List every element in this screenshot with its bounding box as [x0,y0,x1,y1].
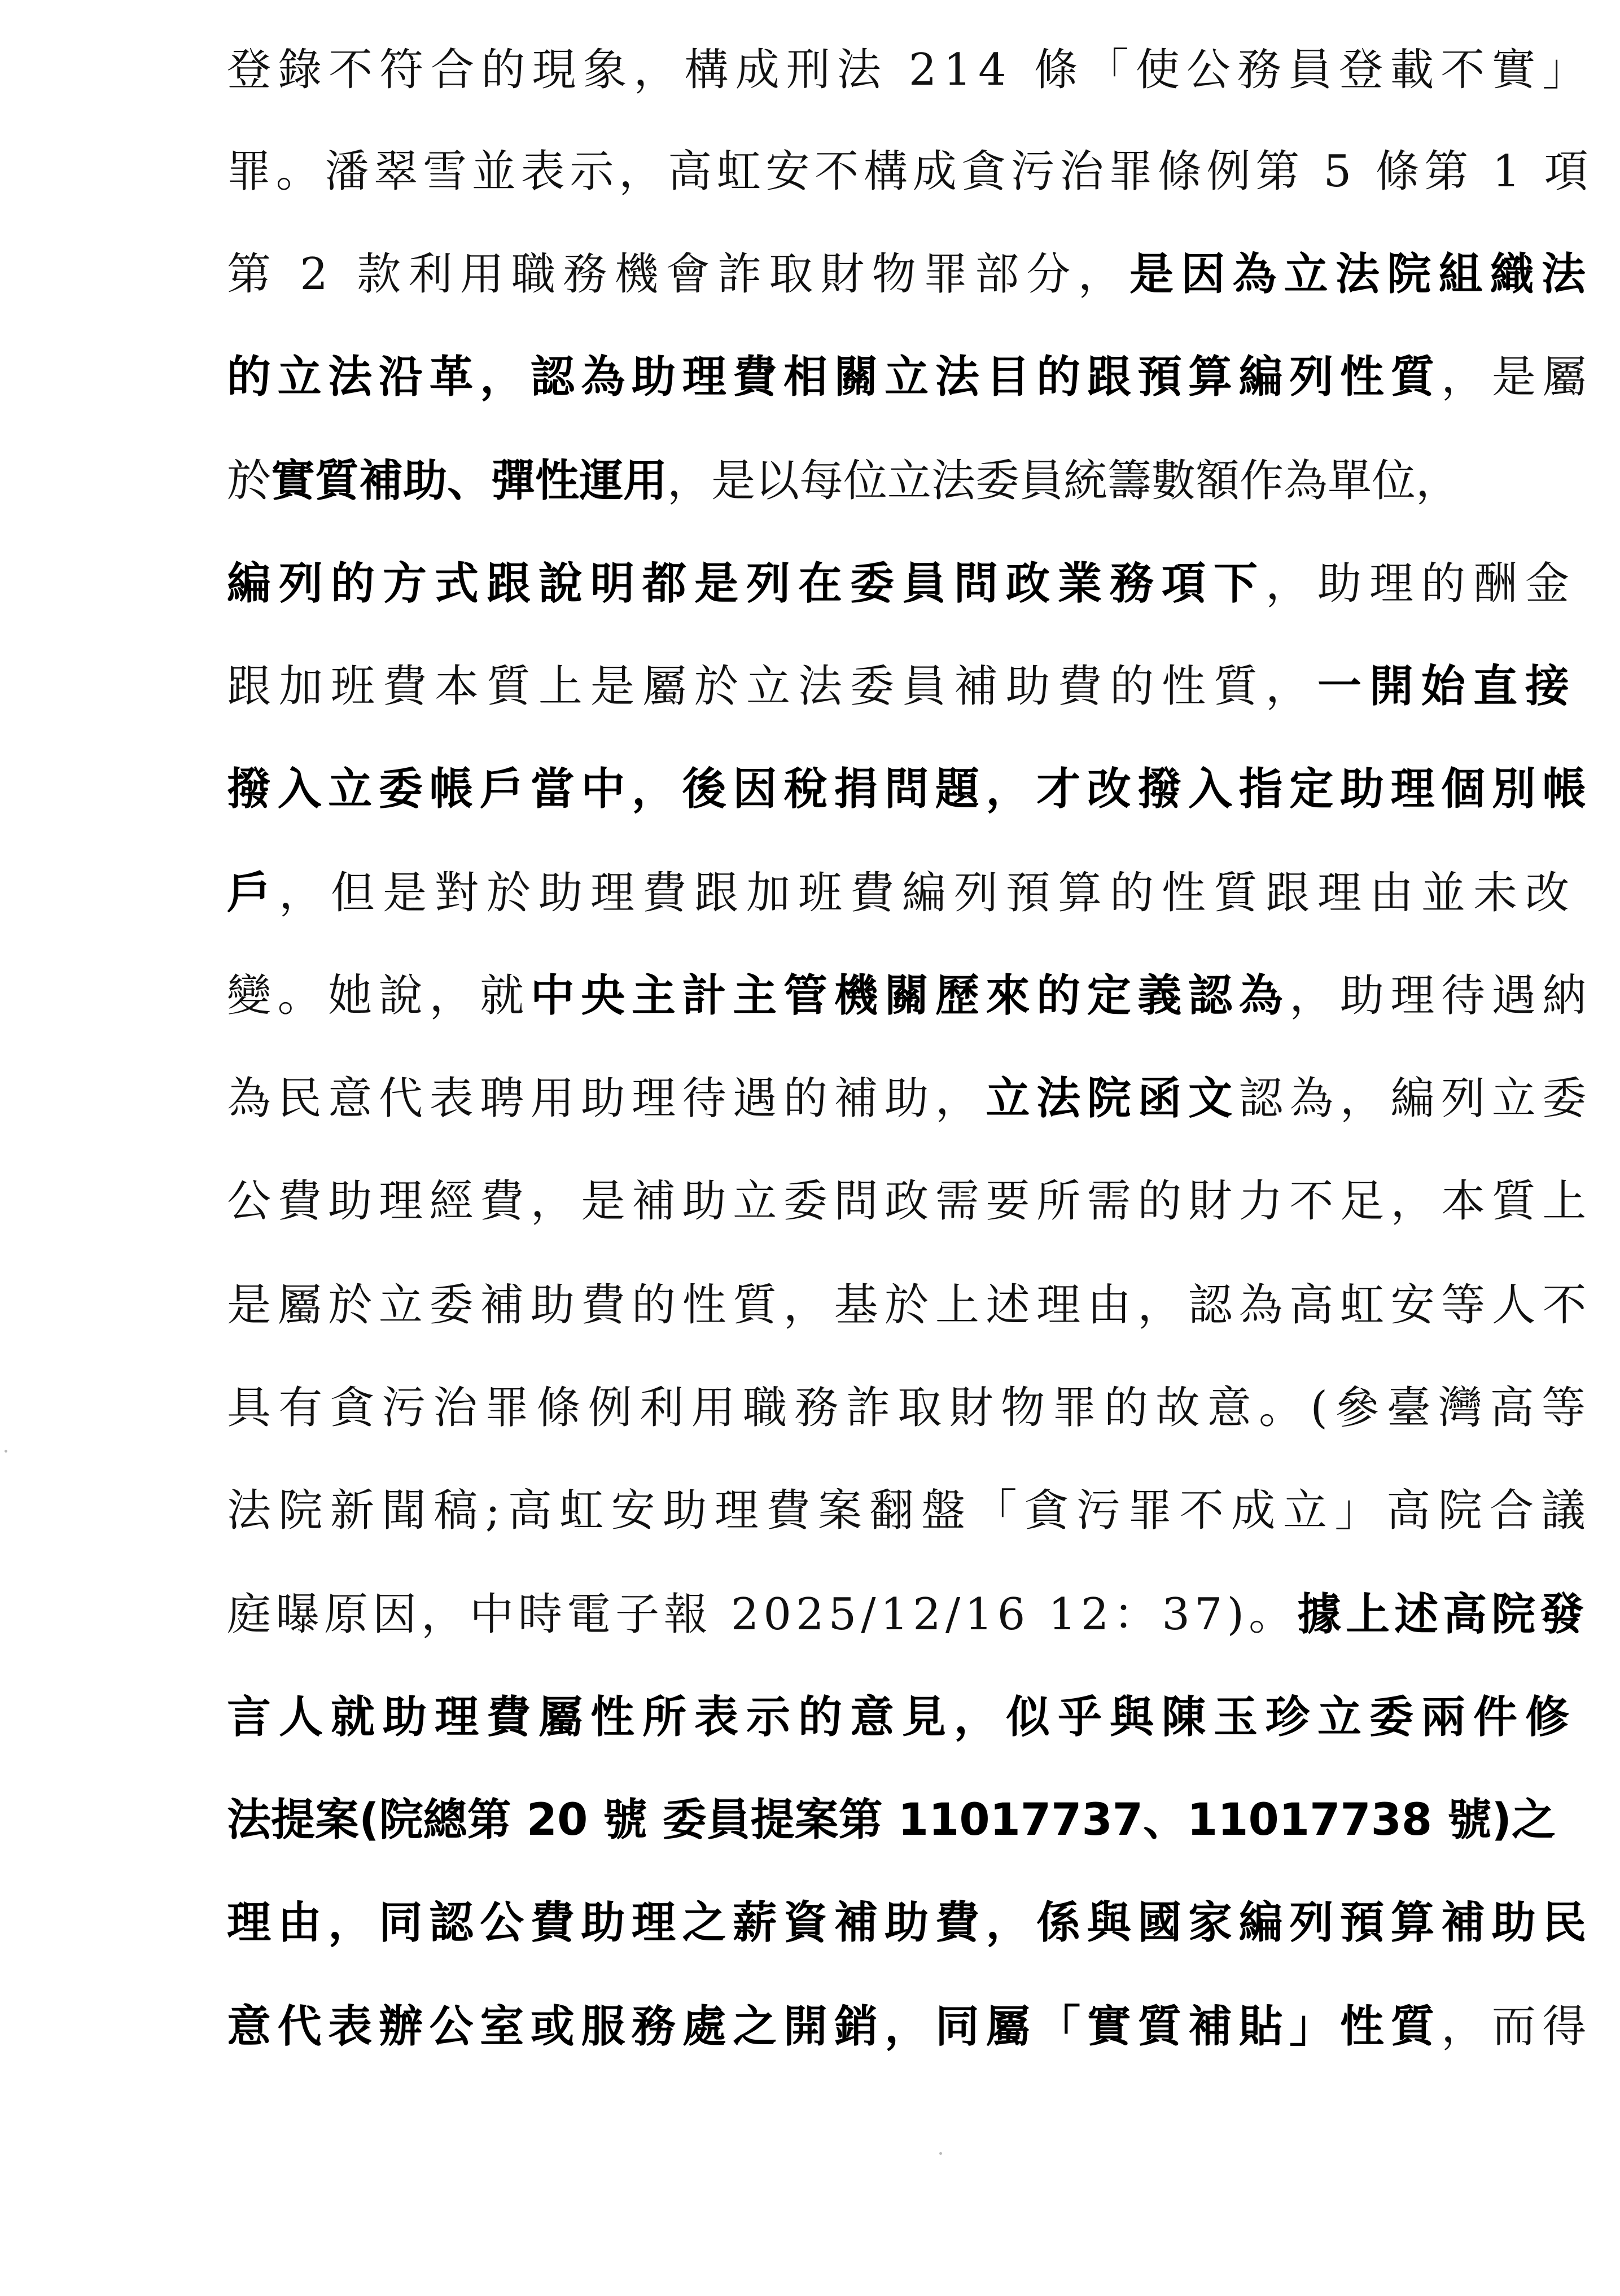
text-line [227,121,1593,222]
emphasized-text: 中央主計主管機關歷來的定義認為 [530,970,1290,1021]
text-segment: 變。她說，就 [227,970,531,1021]
text-segment: 認為，編列立委 [1238,1073,1593,1124]
text-line [227,636,1577,737]
emphasized-text: 實質補助、彈性運用 [271,456,668,506]
text-segment: ，是屬 [1441,352,1593,403]
text-segment: 庭曝原因，中時電子報 2025/12/16 12：37)。 [227,1589,1298,1640]
text-line [227,1872,1593,1974]
emphasized-text: 一開始直接 [1317,661,1578,712]
text-line [227,1667,1577,1768]
scan-speck [939,2152,942,2155]
text-line [227,1151,1593,1252]
text-segment: 具有貪污治罪條例利用職務詐取財物罪的故意。(參臺灣高等 [227,1383,1593,1433]
emphasized-text: 法提案(院總第 20 號 委員提案第 11017737、11017738 號)之 [227,1795,1556,1845]
emphasized-text: 戶 [227,868,279,919]
emphasized-text: 的立法沿革，認為助理費相關立法目的跟預算編列性質 [227,352,1442,403]
text-line [227,1460,1593,1562]
text-segment: 第 2 款利用職務機會詐取財物罪部分， [227,249,1129,300]
text-line [227,1048,1593,1149]
text-line [227,19,1593,121]
text-line [227,1769,1556,1871]
emphasized-text: 據上述高院發 [1297,1589,1589,1640]
text-segment: 登錄不符合的現象，構成刑法 214 條「使公務員登載不實」 [227,45,1593,95]
text-line [227,326,1593,428]
text-segment: ，助理待遇納 [1289,970,1593,1021]
text-segment: 於 [227,456,272,506]
text-line [227,1254,1593,1356]
text-line [227,1357,1593,1459]
scan-speck [5,1450,7,1453]
emphasized-text: 理由，同認公費助理之薪資補助費，係與國家編列預算補助民 [227,1897,1593,1948]
text-segment: 為民意代表聘用助理待遇的補助， [227,1073,986,1124]
text-segment: ，而得 [1441,2001,1593,2052]
text-segment: 罪。潘翠雪並表示，高虹安不構成貪污治罪條例第 5 條第 1 項 [227,146,1593,197]
text-line [227,945,1593,1047]
emphasized-text: 立法院函文 [986,1073,1239,1124]
text-line [227,1564,1588,1665]
emphasized-text: 意代表辦公室或服務處之開銷，同屬「實質補貼」性質 [227,2001,1442,2052]
text-line [227,430,1460,532]
text-segment: ，但是對於助理費跟加班費編列預算的性質跟理由並未改 [279,868,1578,919]
text-segment: ，助理的酬金 [1266,558,1578,609]
text-line [227,1976,1593,2078]
text-segment: 公費助理經費，是補助立委問政需要所需的財力不足，本質上 [227,1176,1593,1227]
text-line [227,738,1593,840]
text-segment: 法院新聞稿;高虹安助理費案翻盤「貪污罪不成立」高院合議 [227,1485,1593,1536]
emphasized-text: 是因為立法院組織法 [1129,249,1593,300]
text-line [227,533,1577,635]
emphasized-text: 編列的方式跟說明都是列在委員問政業務項下 [227,558,1266,609]
text-segment: 是屬於立委補助費的性質，基於上述理由，認為高虹安等人不 [227,1280,1593,1331]
text-segment: 跟加班費本質上是屬於立法委員補助費的性質， [227,661,1318,712]
emphasized-text: 言人就助理費屬性所表示的意見，似乎與陳玉珍立委兩件修 [227,1692,1578,1743]
text-line [227,224,1593,325]
text-line [227,842,1577,944]
text-segment: ，是以每位立法委員統籌數額作為單位， [667,456,1460,506]
emphasized-text: 撥入立委帳戶當中，後因稅捐問題，才改撥入指定助理個別帳 [227,764,1593,815]
